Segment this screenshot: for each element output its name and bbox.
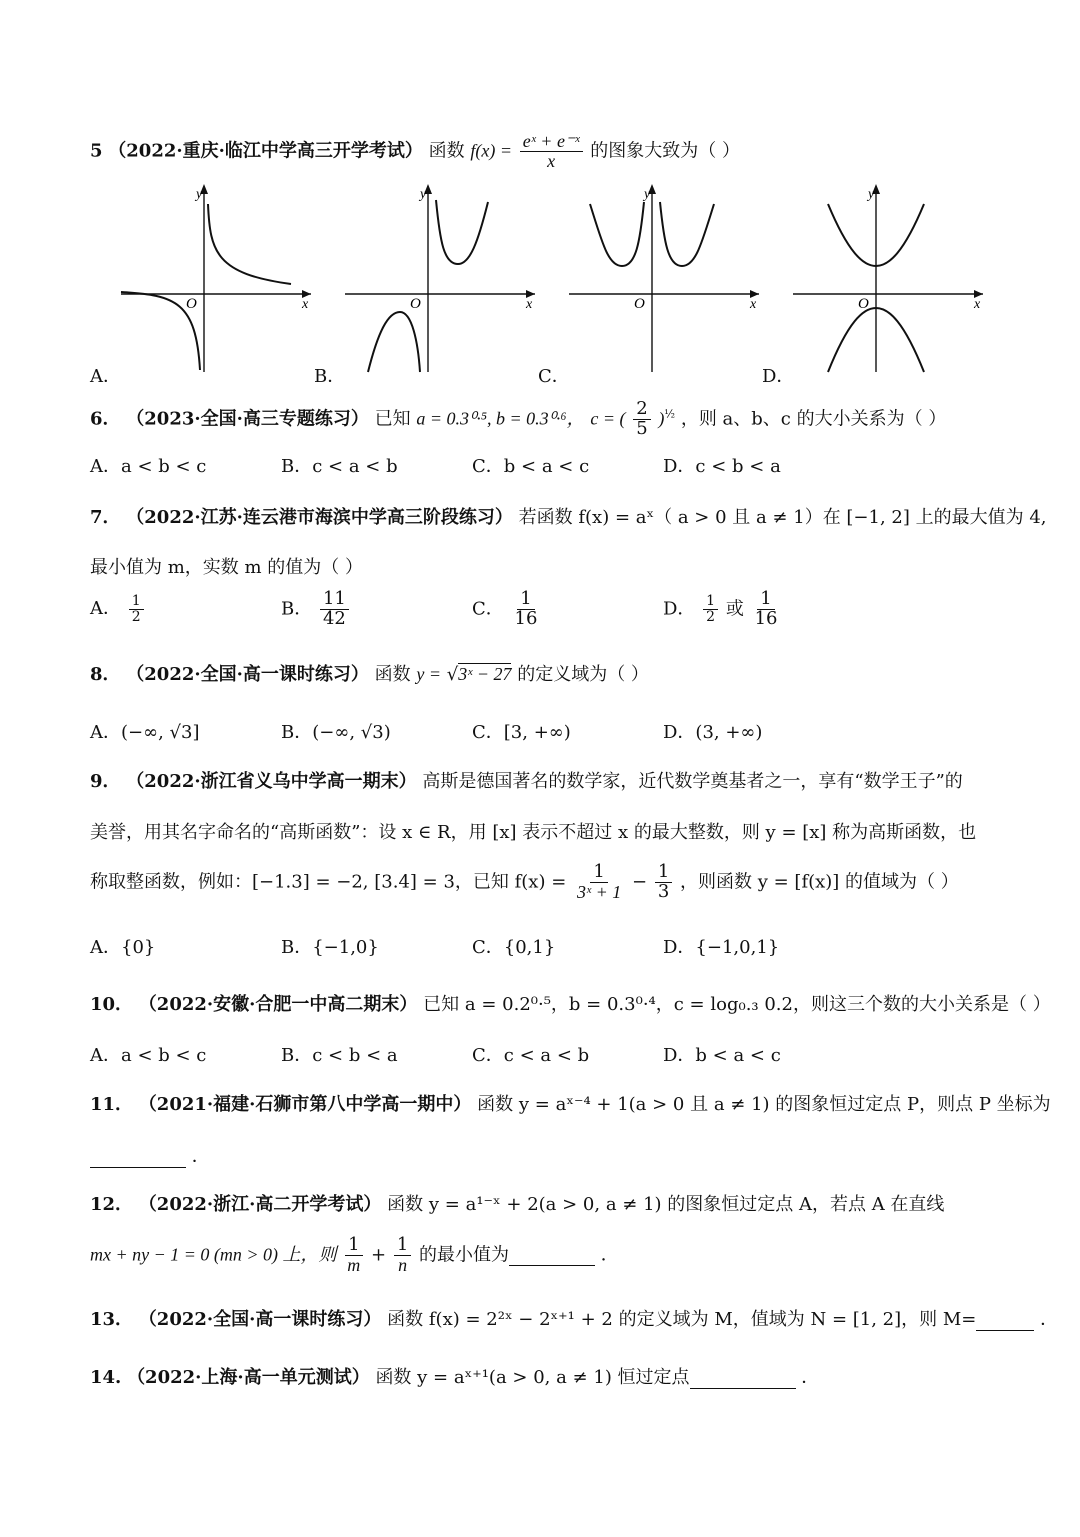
q10-source: （2022·安徽·合肥一中高二期末）	[138, 994, 418, 1015]
q9-den-2: 3	[657, 880, 670, 902]
q9-line3-a: 称取整函数，例如：[−1.3] = −2, [3.4] = 3，已知 f(x) =	[90, 871, 567, 893]
q10-option-c: C．c < a < b	[472, 1045, 590, 1066]
graph-b-curve-right	[436, 200, 488, 264]
q5-source: （2022·重庆·临江中学高三开学考试）	[108, 140, 423, 162]
q7-option-d-label: D．	[663, 598, 696, 620]
graph-c-label: C．	[538, 366, 570, 387]
q14-stem	[90, 1363, 819, 1389]
q7-source: （2022·江苏·连云港市海滨中学高三阶段练习）	[126, 507, 513, 528]
q13-answer-blank[interactable]	[976, 1309, 1034, 1331]
q9-stem	[90, 767, 963, 793]
q9-source: （2022·浙江省义乌中学高一期末）	[126, 771, 417, 792]
q8-suffix: 的定义域为（ ）	[517, 664, 649, 685]
q11-text: 函数 y = aˣ⁻⁴ + 1(a > 0 且 a ≠ 1) 的图象恒过定点 P，则点 P 坐标为	[477, 1094, 1051, 1115]
q12-text: 函数 y = a¹⁻ˣ + 2(a > 0, a ≠ 1) 的图象恒过定点 A，若点 A 在直线	[387, 1194, 945, 1215]
q7-stem	[90, 503, 1047, 529]
graph-b-label: B．	[314, 366, 346, 387]
q12-number: 12．	[90, 1194, 134, 1215]
q11-answer-blank[interactable]	[90, 1146, 186, 1168]
q7-d-n1: 1	[703, 594, 718, 610]
q12-stem	[90, 1190, 944, 1216]
q6-text-b: ，则 a、b、c 的大小关系为（ ）	[680, 408, 947, 430]
graph-a-origin: O	[186, 296, 197, 312]
q12-fd2: n	[398, 1254, 408, 1275]
q7-line2: 最小值为 m，实数 m 的值为（ ）	[90, 557, 364, 578]
graph-c-curve-right	[660, 202, 714, 266]
q14-tail: ．	[801, 1367, 820, 1388]
q6-text-a: 已知	[374, 408, 411, 430]
q11-tail: ．	[191, 1146, 210, 1167]
q12-fd1: m	[347, 1254, 361, 1275]
q7-option-c-fraction	[512, 590, 541, 629]
q7-d-fraction-1	[703, 594, 718, 624]
q8-option-c: C．[3, +∞)	[472, 722, 571, 743]
q11-source: （2021·福建·石狮市第八中学高一期中）	[138, 1094, 472, 1115]
q7-d-word: 或	[725, 598, 744, 620]
q6-option-a: A．a < b < c	[90, 456, 207, 477]
q5-fraction	[520, 132, 583, 171]
q12-plus: +	[371, 1244, 387, 1266]
q6-c-fraction	[633, 400, 650, 439]
graph-d-y-label: y	[868, 187, 875, 202]
q7-option-a	[90, 594, 146, 624]
q9-line3-b: ，则函数 y = [f(x)] 的值域为（ ）	[680, 871, 959, 893]
q10-text: 已知 a = 0.2⁰·⁵，b = 0.3⁰·⁴，c = log₀.₃ 0.2，则这三个数的大小关系是（ ）	[423, 994, 1051, 1015]
q5-func-lhs: f(x) =	[470, 140, 512, 161]
q9-fraction-1	[574, 863, 624, 902]
q6-stem	[90, 400, 946, 439]
graph-d-x-label: x	[974, 297, 981, 312]
q7-c-num: 1	[517, 590, 534, 610]
q11-stem	[90, 1090, 1051, 1116]
q7-a-den: 2	[131, 608, 141, 625]
graph-c-x-label: x	[750, 297, 757, 312]
graph-a	[116, 182, 316, 382]
q12-line2-b: 的最小值为	[419, 1244, 510, 1266]
q8-option-d: D．(3, +∞)	[663, 722, 763, 743]
q7-d-d2: 16	[754, 607, 778, 629]
q6-expr-ab: a = 0.3⁰·⁵, b = 0.3⁰·⁶，	[416, 408, 585, 429]
q8-number: 8．	[90, 664, 121, 685]
graph-b	[340, 182, 540, 382]
q9-line2: 美誉，用其名字命名的“高斯函数”：设 x ∈ R，用 [x] 表示不超过 x 的最大整数，则 y = [x] 称为高斯函数，也	[90, 822, 977, 843]
q9-option-d: D．{−1,0,1}	[663, 937, 780, 958]
q6-option-b: B．c < a < b	[281, 456, 398, 477]
q8-sqrt-sign: √	[446, 664, 459, 685]
q7-option-c	[472, 590, 542, 629]
q7-b-num: 11	[320, 590, 349, 610]
q14-answer-blank[interactable]	[690, 1367, 796, 1389]
q9-num-2: 1	[655, 863, 672, 883]
q13-number: 13．	[90, 1309, 134, 1330]
graph-a-y-label: y	[196, 187, 203, 202]
q8-prefix: 函数	[374, 664, 411, 685]
q8-option-a: A．(−∞, √3]	[90, 722, 200, 743]
q6-option-d: D．c < b < a	[663, 456, 781, 477]
q13-tail: ．	[1040, 1309, 1059, 1330]
q9-number: 9．	[90, 771, 121, 792]
q8-radicand: 3ˣ − 27	[458, 664, 512, 684]
q7-d-fraction-2	[752, 590, 781, 629]
q6-c-suffix: )	[658, 408, 665, 429]
q14-source: （2022·上海·高一单元测试）	[127, 1367, 370, 1388]
graph-d-origin: O	[858, 296, 869, 312]
q5-func-denominator: x	[547, 150, 556, 171]
q6-source: （2023·全国·高三专题练习）	[126, 408, 369, 430]
q5-number: 5	[90, 140, 103, 162]
q6-option-c: C．b < a < c	[472, 456, 590, 477]
q9-line1: 高斯是德国著名的数学家，近代数学奠基者之一，享有“数学王子”的	[422, 771, 963, 792]
q12-tail: ．	[600, 1244, 619, 1266]
q9-fraction-2	[655, 863, 672, 902]
graph-b-x-label: x	[526, 297, 533, 312]
q6-c-den: 5	[636, 417, 648, 439]
q12-line2-a: mx + ny − 1 = 0 (mn > 0) 上，则	[90, 1244, 337, 1265]
q10-number: 10．	[90, 994, 134, 1015]
q5-suffix: 的图象大致为（ ）	[590, 140, 740, 162]
q8-option-b: B．(−∞, √3)	[281, 722, 391, 743]
q5-prefix: 函数	[428, 140, 465, 162]
graph-a-x-label: x	[302, 297, 309, 312]
graph-c-curve-left	[590, 202, 644, 266]
q5-stem	[90, 132, 740, 171]
graph-c-y-label: y	[644, 187, 651, 202]
q7-option-b-fraction	[320, 590, 349, 629]
q12-line2	[90, 1236, 619, 1275]
q9-num-1: 1	[590, 863, 607, 883]
q7-option-b	[281, 590, 351, 629]
graph-c-origin: O	[634, 296, 645, 312]
graph-d	[788, 182, 988, 382]
q7-d-d1: 2	[706, 608, 716, 625]
q7-b-den: 42	[322, 607, 346, 629]
q9-line3	[90, 863, 959, 902]
q9-option-a: A．{0}	[90, 937, 156, 958]
q9-option-b: B．{−1,0}	[281, 937, 379, 958]
q11-answer-line	[90, 1142, 210, 1168]
q11-number: 11．	[90, 1094, 134, 1115]
q7-option-c-label: C．	[472, 598, 504, 620]
q6-c-prefix: c = (	[590, 408, 626, 429]
q13-text: 函数 f(x) = 2²ˣ − 2ˣ⁺¹ + 2 的定义域为 M，值域为 N = [1, 2]，则 M=	[387, 1309, 977, 1330]
q14-text: 函数 y = aˣ⁺¹(a > 0, a ≠ 1) 恒过定点	[375, 1367, 690, 1388]
q7-option-a-label: A．	[90, 598, 121, 620]
graph-b-curve-left	[368, 312, 420, 372]
q9-minus: −	[632, 871, 648, 893]
q8-expr-lhs: y =	[416, 664, 442, 684]
q10-option-d: D．b < a < c	[663, 1045, 781, 1066]
q8-stem	[90, 660, 649, 686]
q12-answer-blank[interactable]	[509, 1244, 595, 1266]
q5-func-numerator: eˣ + e⁻ˣ	[520, 132, 583, 152]
q7-option-d	[663, 590, 782, 629]
graph-d-label: D．	[762, 366, 795, 387]
graph-b-origin: O	[410, 296, 421, 312]
q10-option-b: B．c < b < a	[281, 1045, 398, 1066]
graph-b-y-label: y	[420, 187, 427, 202]
q12-source: （2022·浙江·高二开学考试）	[138, 1194, 382, 1215]
graph-c	[564, 182, 764, 382]
q6-number: 6．	[90, 408, 121, 430]
q7-a-num: 1	[129, 594, 144, 610]
q7-d-n2: 1	[757, 590, 774, 610]
q12-fraction-2	[394, 1236, 411, 1275]
q9-option-c: C．{0,1}	[472, 937, 556, 958]
q13-stem	[90, 1305, 1058, 1331]
q6-c-exp: ½	[664, 407, 676, 421]
q12-fn2: 1	[394, 1236, 411, 1256]
q9-den-1: 3ˣ + 1	[577, 881, 622, 902]
q12-fn1: 1	[345, 1236, 362, 1256]
q7-number: 7．	[90, 507, 121, 528]
graph-a-label: A．	[90, 366, 121, 387]
q14-number: 14.	[90, 1367, 122, 1388]
q7-option-a-fraction	[129, 594, 144, 624]
q7-option-b-label: B．	[281, 598, 313, 620]
q7-c-den: 16	[514, 607, 538, 629]
q12-fraction-1	[344, 1236, 363, 1275]
q8-source: （2022·全国·高一课时练习）	[126, 664, 369, 685]
graph-a-curve-right	[208, 204, 291, 284]
q7-line1: 若函数 f(x) = aˣ（ a > 0 且 a ≠ 1）在 [−1, 2] 上的最大值为 4,	[518, 507, 1047, 528]
q6-c-num: 2	[633, 400, 650, 420]
q10-option-a: A．a < b < c	[90, 1045, 207, 1066]
q13-source: （2022·全国·高一课时练习）	[138, 1309, 382, 1330]
q10-stem	[90, 990, 1051, 1016]
